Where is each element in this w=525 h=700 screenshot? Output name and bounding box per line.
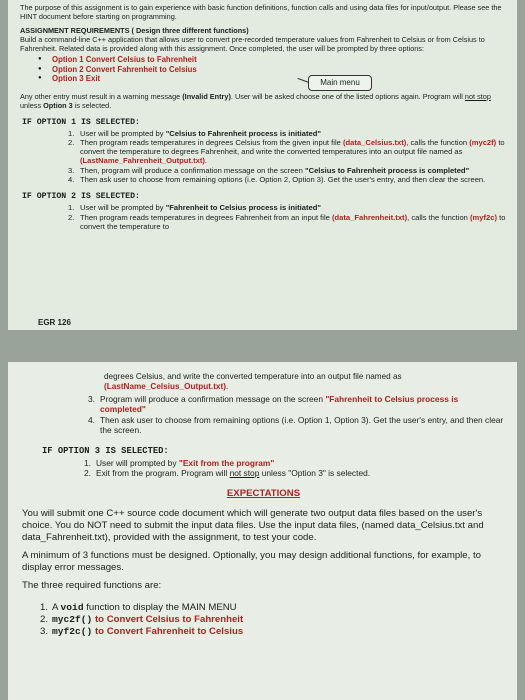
main-menu-callout: Main menu — [308, 75, 372, 91]
option1-heading: IF OPTION 1 IS SELECTED: — [22, 117, 140, 127]
expectations-paragraph-2: A minimum of 3 functions must be designed. Optionally, you may design additional functions, for example, to display error messages. — [22, 550, 481, 574]
option1-steps — [68, 129, 507, 185]
list-item: 1. User will be prompted by "Celsius to Fahrenheit process is initiated" — [68, 128, 322, 138]
list-item: 2. Then program reads temperatures in degrees Celsius from the given input file (data_Celsius.txt), calls the function (myc2f) to convert the temperature to degrees Fahrenheit, and write the converted temperatures into an output file named as (LastName_Fahrenheit_Output.txt). — [68, 137, 505, 166]
other-entry-text: Any other entry must result in a warning message (Invalid Entry). User will be asked choose one of the listed options again. Program will not stop unless Option 3 is selected. — [20, 91, 491, 110]
list-item: 3. Program will produce a confirmation message on the screen "Fahrenheit to Celsius process is completed" — [88, 394, 459, 415]
required-functions-list — [40, 602, 505, 638]
list-item: 1. User will be prompted by "Fahrenheit to Celsius process is initiated" — [68, 203, 322, 213]
option3-steps — [84, 458, 505, 479]
requirements-heading: ASSIGNMENT REQUIREMENTS ( Design three different functions) — [20, 26, 249, 35]
option2-steps — [68, 203, 507, 231]
list-item: 2. myc2f() to Convert Celsius to Fahrenheit — [40, 614, 244, 626]
list-item: 4. Then ask user to choose from remaining options (i.e. Option 1, Option 3). Get the user's entry, and then clear the screen. — [88, 414, 504, 436]
list-item: 1. A void function to display the MAIN MENU — [40, 602, 237, 614]
option-item: ● Option 3 Exit — [38, 74, 507, 84]
continued-text: degrees Celsius, and write the converted temperature into an output file named as (LastName_Celsius_Output.txt). — [104, 372, 402, 391]
expectations-paragraph-1: You will submit one C++ source code document which will generate two output data files based on the user's choice. You do NOT need to submit the input data files. Use the input data files, (named data_Celsius.txt and data_Fahrenheit.txt), provided with the assignment, to test your code. — [22, 508, 484, 544]
document-page-2 — [8, 362, 517, 700]
list-item: 2. Exit from the program. Program will not stop unless "Option 3" is selected. — [84, 468, 371, 479]
expectations-paragraph-3: The three required functions are: — [22, 580, 162, 592]
list-item: 4. Then ask user to choose from remaining options (i.e. Option 2, Option 3). Get the user's entry, and then clear the screen. — [68, 174, 486, 184]
course-code: EGR 126 — [38, 318, 71, 327]
list-item: 3. myf2c() to Convert Fahrenheit to Celsius — [40, 626, 244, 638]
page-gap — [0, 330, 525, 362]
option-item: ● Option 1 Convert Celsius to Fahrenheit — [38, 55, 507, 65]
list-item: 2. Then program reads temperatures in degrees Fahrenheit from an input file (data_Fahrenheit.txt), calls the function (myf2c) to convert the temperature to — [68, 212, 506, 231]
option3-heading: IF OPTION 3 IS SELECTED: — [42, 445, 169, 456]
requirements-text: Build a command-line C++ application that allows user to convert pre-recorded temperature values from Fahrenheit to Celsius or from Celsius to Fahrenheit. Related data is provided along with this assignment. Once completed, the user will be prompted by three options: — [20, 35, 485, 53]
option2-heading: IF OPTION 2 IS SELECTED: — [22, 192, 140, 202]
list-item: 3. Then, program will produce a confirmation message on the screen "Celsius to Fahrenheit process is completed" — [68, 165, 470, 175]
option-item: ● Option 2 Convert Fahrenheit to Celsius — [38, 65, 507, 75]
options-list — [38, 55, 507, 84]
document-page-1 — [8, 0, 517, 330]
intro-text: The purpose of this assignment is to gain experience with basic function definitions, function calls and using data files for input/output. Please see the HINT document before starting on programming. — [20, 3, 502, 21]
option2-steps-cont — [88, 394, 505, 436]
expectations-heading: EXPECTATIONS — [226, 488, 301, 500]
list-item: 1. User will prompted by "Exit from the program" — [84, 457, 275, 468]
